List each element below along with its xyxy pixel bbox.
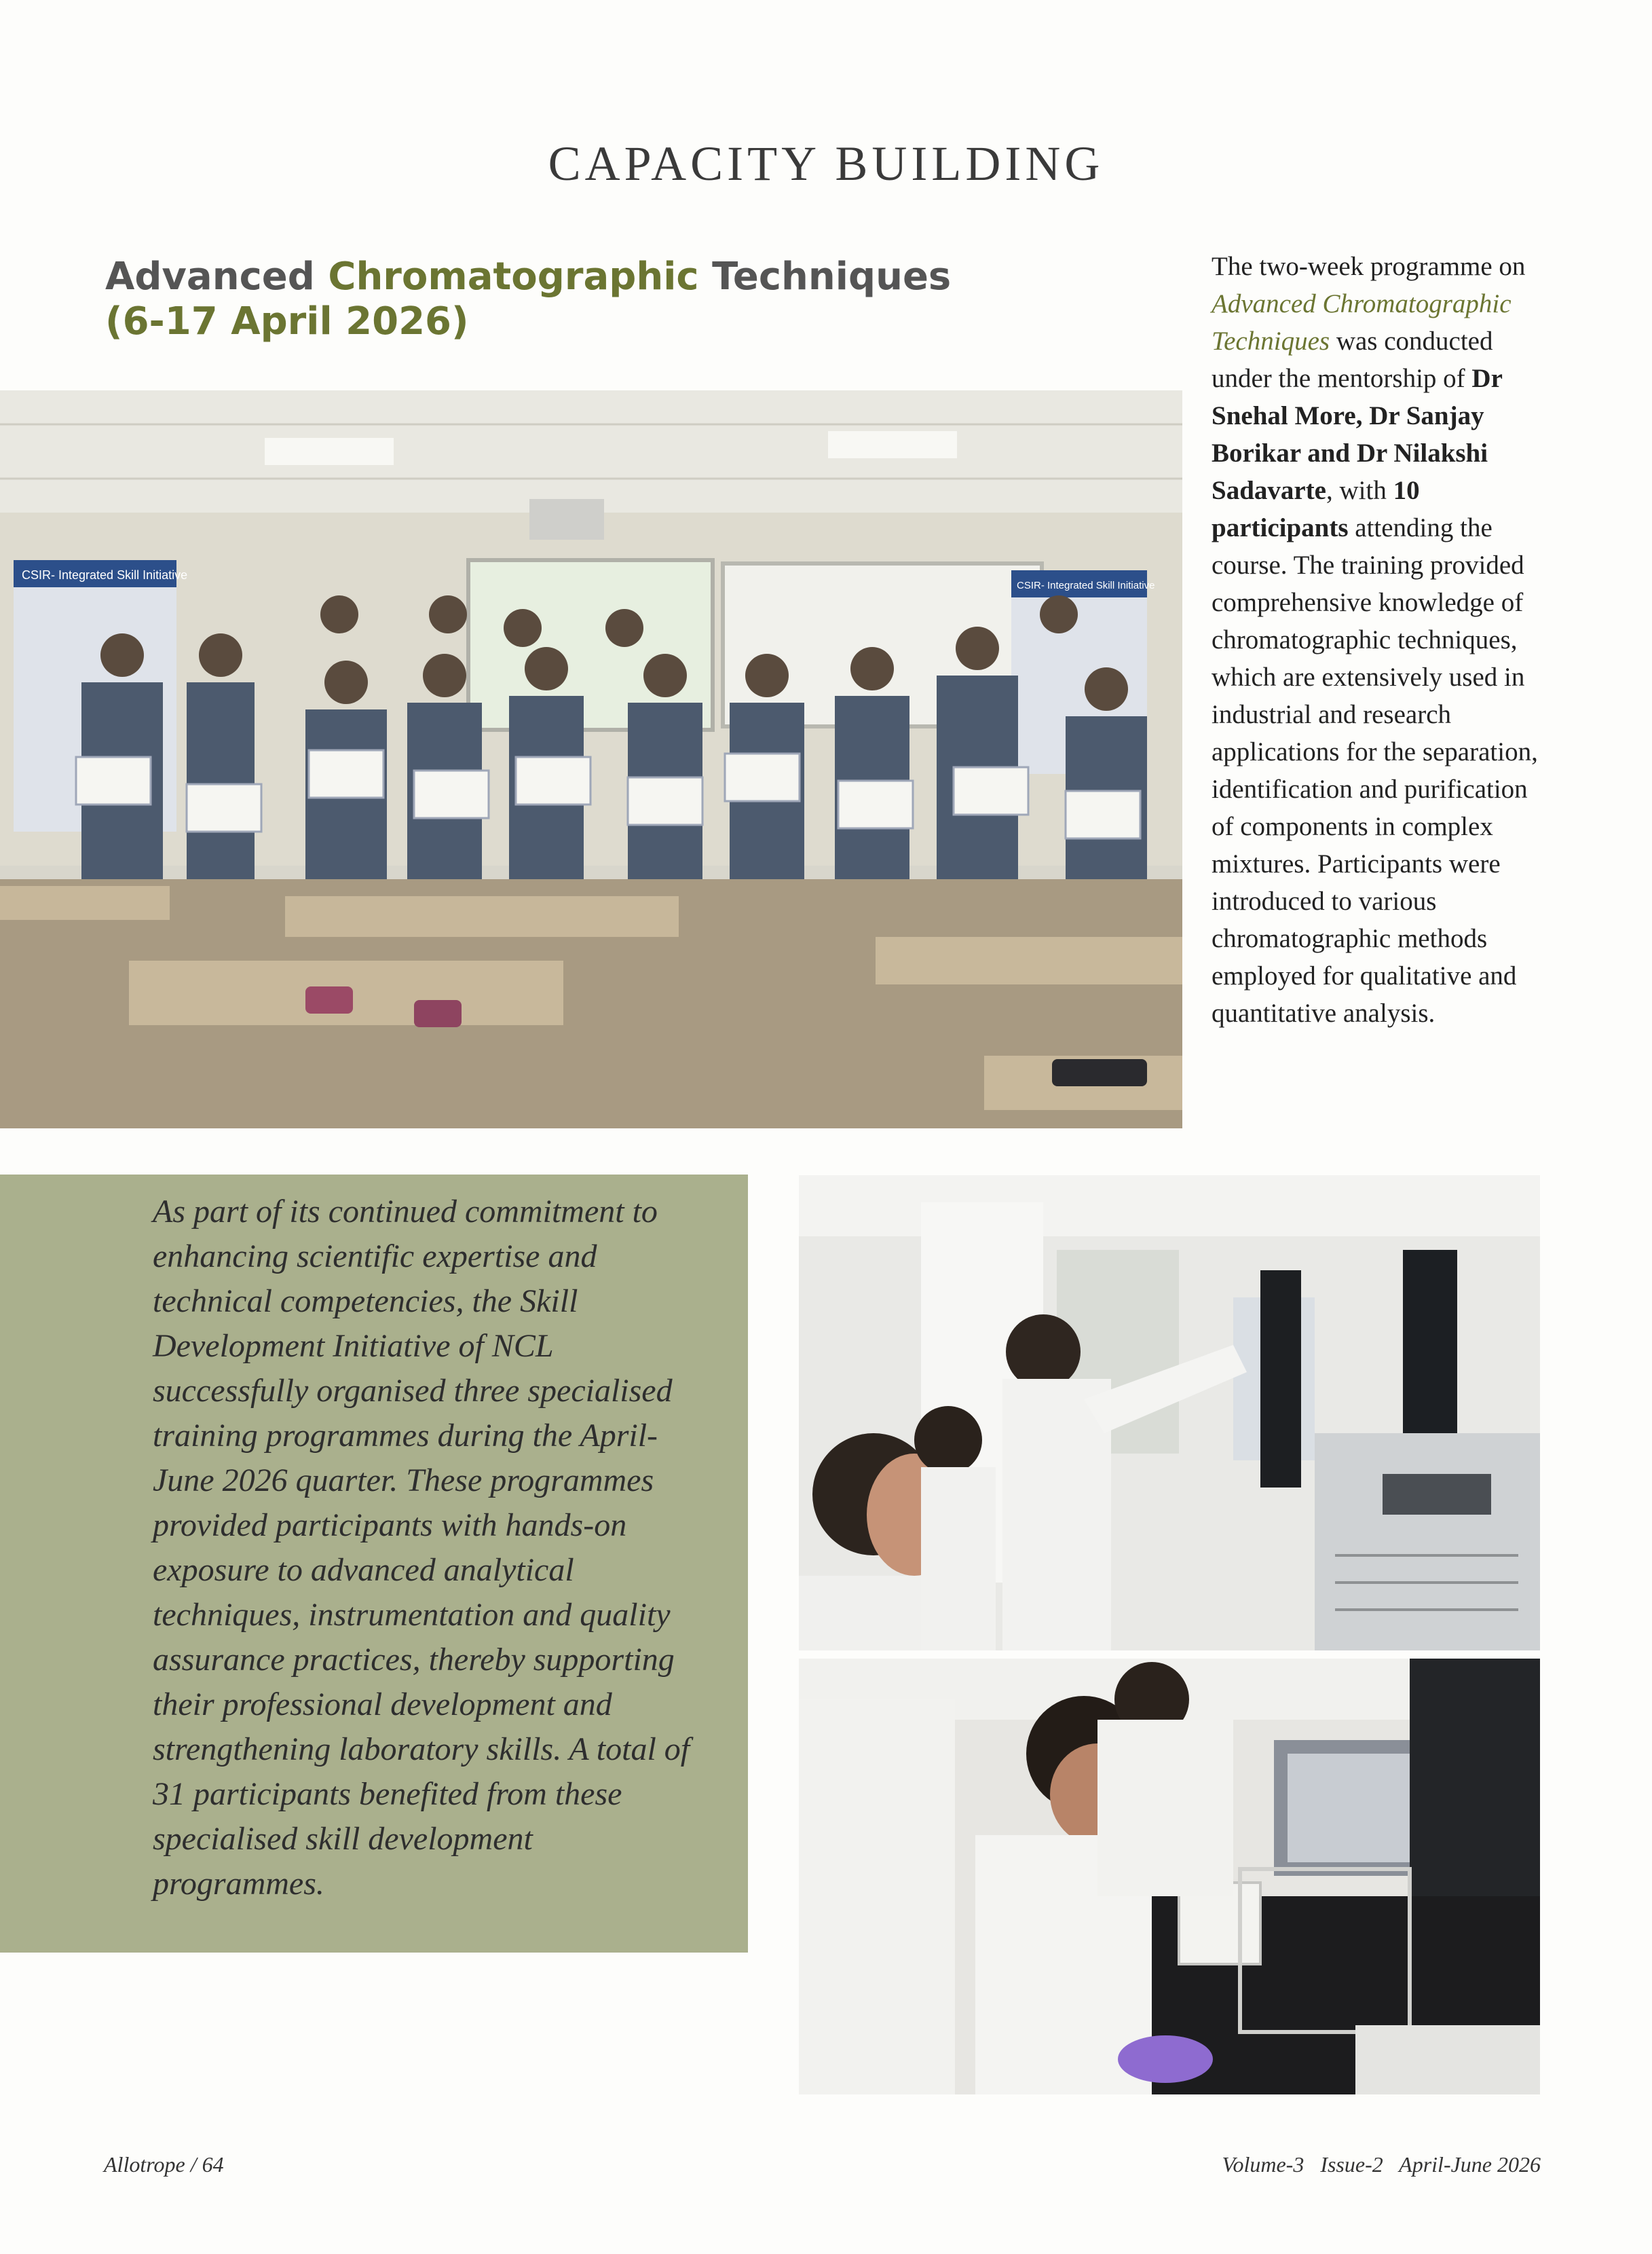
footer-issue-label: Volume-3 Issue-2 April-June 2026 xyxy=(1222,2152,1541,2177)
desc-text-4: attending the course. The training provided comprehensive knowledge of chromatographic techniques, which are extensively used in industrial and research applications for the separation, identification and purification of components in complex mixtures. Participants were introduced to various chromatographic methods employed for qualitative and quantitative analysis. xyxy=(1212,513,1538,1028)
lab-photo-top xyxy=(799,1175,1540,1650)
banner-left-text: CSIR- Integrated Skill Initiative xyxy=(22,568,188,582)
article-dates: (6-17 April 2026) xyxy=(105,299,469,344)
programme-description xyxy=(1212,248,1551,1032)
quote-text: As part of its continued commitment to enhancing scientific expertise and technical competencies, the Skill Development Initiative of NCL successfully organised three specialised training programmes during the April-June 2026 quarter. These programmes provided participants with hands-on exposure to advanced analytical techniques, instrumentation and quality assurance practices, thereby supporting their professional development and strengthening laboratory skills. A total of 31 participants benefited from these specialised skill development programmes. xyxy=(153,1194,690,1902)
desc-mentors: Dr Snehal More, Dr Sanjay Borikar and Dr Nilakshi Sadavarte xyxy=(1212,364,1503,505)
desc-text-1: The two-week programme on xyxy=(1212,252,1526,281)
desc-text-2: was conducted under the mentorship of xyxy=(1212,327,1493,393)
title-accent: Chromatographic xyxy=(328,255,699,299)
article-title xyxy=(105,255,1191,344)
title-part2: Techniques xyxy=(698,255,952,299)
footer-page-label: Allotrope / 64 xyxy=(104,2152,224,2177)
desc-text-3: , with xyxy=(1326,476,1393,505)
desc-participants: 10 participants xyxy=(1212,476,1420,542)
title-part1: Advanced xyxy=(105,255,328,299)
section-title: CAPACITY BUILDING xyxy=(548,136,1104,191)
lab-photo-bottom xyxy=(799,1659,1540,2094)
banner-right-text: CSIR- Integrated Skill Initiative xyxy=(1017,580,1155,591)
desc-course-name: Advanced Chromatographic Techniques xyxy=(1212,289,1512,356)
group-photo xyxy=(0,390,1182,1128)
